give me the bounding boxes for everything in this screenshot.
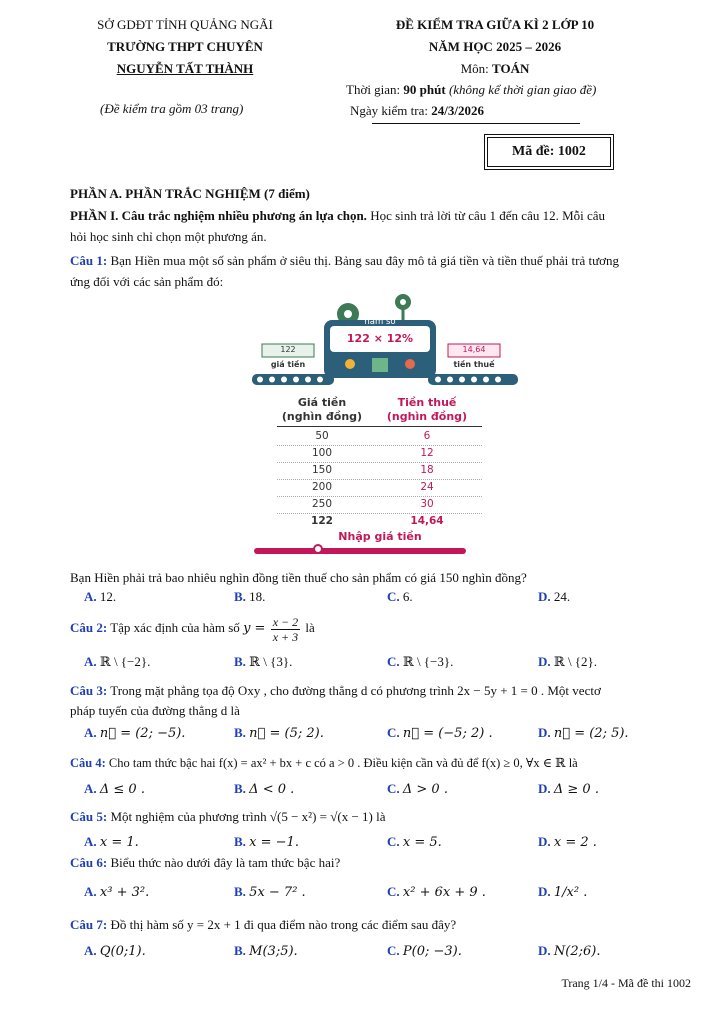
option-b[interactable]: B. M(3;5). (234, 943, 298, 959)
school-name-1: TRƯỜNG THPT CHUYÊN (107, 39, 263, 54)
option-a[interactable]: A. Q(0;1). (84, 943, 146, 959)
pages-note: (Đề kiểm tra gồm 03 trang) (100, 101, 244, 116)
exam-code-box (484, 134, 614, 170)
question-3: Câu 3: Trong mặt phẳng tọa độ Oxy , cho đường thẳng d có phương trình 2x − 5y + 1 = 0 . Một vectơ (70, 683, 601, 698)
price-slider-handle[interactable] (313, 544, 323, 554)
option-c[interactable]: C. n⃗ = (−5; 2) . (387, 725, 493, 741)
question-3-line-2: pháp tuyến của đường thẳng d là (70, 703, 240, 718)
option-d[interactable]: D. 1/x² . (538, 884, 588, 900)
option-b[interactable]: B. 5x − 7² . (234, 884, 306, 900)
option-b[interactable]: B. 18. (234, 589, 266, 604)
option-d[interactable]: D. x = 2 . (538, 834, 597, 850)
tax-infographic (230, 288, 530, 566)
option-a[interactable]: A. x³ + 3². (84, 884, 150, 900)
question-6: Câu 6: Biểu thức nào dưới đây là tam thức bậc hai? (70, 855, 341, 870)
output-value: 14,64 (462, 345, 486, 354)
school-name-2: NGUYỄN TẤT THÀNH (116, 61, 254, 76)
question-4: Câu 4: Cho tam thức bậc hai f(x) = ax² + bx + c có a > 0 . Điều kiện cần và đủ để f(x) ≥ 0, ∀x ∈ ℝ là (70, 756, 578, 770)
domain-fraction: $\frac{x - 2}{x + 3}$ (272, 614, 299, 644)
part-1-intro-2: hỏi học sinh chỉ chọn một phương án. (70, 229, 267, 244)
slider-label: Nhập giá tiền (338, 530, 422, 543)
option-d[interactable]: D. N(2;6). (538, 943, 601, 959)
table-row: 150 18 (277, 462, 482, 480)
part-a-heading: PHẦN A. PHẦN TRẮC NGHIỆM (7 điểm) (70, 186, 310, 201)
option-d[interactable]: D. 24. (538, 589, 571, 604)
table-row: 50 6 (277, 428, 482, 446)
exam-date: Ngày kiểm tra: 24/3/2026 (350, 103, 484, 118)
input-label: giá tiền (270, 360, 306, 369)
exam-time: Thời gian: 90 phút (không kể thời gian giao đề) (346, 82, 597, 97)
exam-subject: Môn: TOÁN (460, 61, 530, 76)
option-a[interactable]: A. x = 1. (84, 834, 139, 850)
question-2: Câu 2: Tập xác định của hàm số y = $\frac{x - 2}{x + 3}$ là (70, 614, 315, 644)
option-a[interactable]: A. Δ ≤ 0 . (84, 781, 145, 797)
table-row: 100 12 (277, 445, 482, 463)
date-underline (372, 123, 580, 124)
option-b[interactable]: B. x = −1. (234, 834, 299, 850)
option-b[interactable]: B. n⃗ = (5; 2). (234, 725, 324, 741)
option-d[interactable]: D. ℝ \ {2}. (538, 654, 598, 669)
page-footer: Trang 1/4 - Mã đề thi 1002 (561, 976, 691, 990)
exam-block (345, 14, 645, 80)
col-price-header: Giá tiền (nghìn đồng) (281, 396, 363, 423)
question-1: Câu 1: Bạn Hiền mua một số sản phẩm ở siêu thị. Bảng sau đây mô tả giá tiền và tiền thuế phải trả tương (70, 253, 620, 268)
question-1-ask: Bạn Hiền phải trả bao nhiêu nghìn đồng tiền thuế cho sản phẩm có giá 150 nghìn đồng? (70, 570, 527, 585)
option-b[interactable]: B. Δ < 0 . (234, 781, 295, 797)
option-c[interactable]: C. Δ > 0 . (387, 781, 448, 797)
option-a[interactable]: A. 12. (84, 589, 117, 604)
input-value: 122 (280, 345, 296, 354)
part-1-intro: PHẦN I. Câu trắc nghiệm nhiều phương án lựa chọn. Học sinh trả lời từ câu 1 đến câu 12. Mỗi câu (70, 208, 606, 223)
table-row: 200 24 (277, 479, 482, 497)
school-block (60, 14, 310, 80)
option-c[interactable]: C. x² + 6x + 9 . (387, 884, 486, 900)
price-slider-track[interactable] (254, 548, 466, 554)
question-7: Câu 7: Đồ thị hàm số y = 2x + 1 đi qua điểm nào trong các điểm sau đây? (70, 917, 457, 932)
col-tax-header: Tiền thuế (nghìn đồng) (386, 396, 468, 423)
option-a[interactable]: A. n⃗ = (2; −5). (84, 725, 186, 741)
question-1-line-2: ứng đối với các sản phẩm đó: (70, 274, 224, 289)
table-row-current: 122 14,64 (311, 515, 444, 527)
exam-title: ĐỀ KIỂM TRA GIỮA KÌ 2 LỚP 10 (395, 17, 595, 32)
machine-label: hàm số (364, 317, 396, 327)
option-a[interactable]: A. ℝ \ {−2}. (84, 654, 151, 669)
question-5: Câu 5: Một nghiệm của phương trình √(5 − x²) = √(x − 1) là (70, 809, 386, 824)
department-name: SỞ GDĐT TỈNH QUẢNG NGÃI (97, 17, 273, 32)
table-row: 250 30 (277, 496, 482, 514)
output-label: tiền thuế (453, 360, 495, 369)
exam-code: Mã đề: 1002 (487, 137, 611, 167)
option-c[interactable]: C. 6. (387, 589, 413, 604)
option-d[interactable]: D. n⃗ = (2; 5). (538, 725, 629, 741)
option-c[interactable]: C. P(0; −3). (387, 943, 462, 959)
option-c[interactable]: C. x = 5. (387, 834, 442, 850)
exam-year: NĂM HỌC 2025 – 2026 (428, 39, 562, 54)
machine-formula: 122 × 12% (346, 332, 414, 345)
option-d[interactable]: D. Δ ≥ 0 . (538, 781, 599, 797)
table-rule (277, 426, 482, 427)
option-c[interactable]: C. ℝ \ {−3}. (387, 654, 454, 669)
option-b[interactable]: B. ℝ \ {3}. (234, 654, 293, 669)
